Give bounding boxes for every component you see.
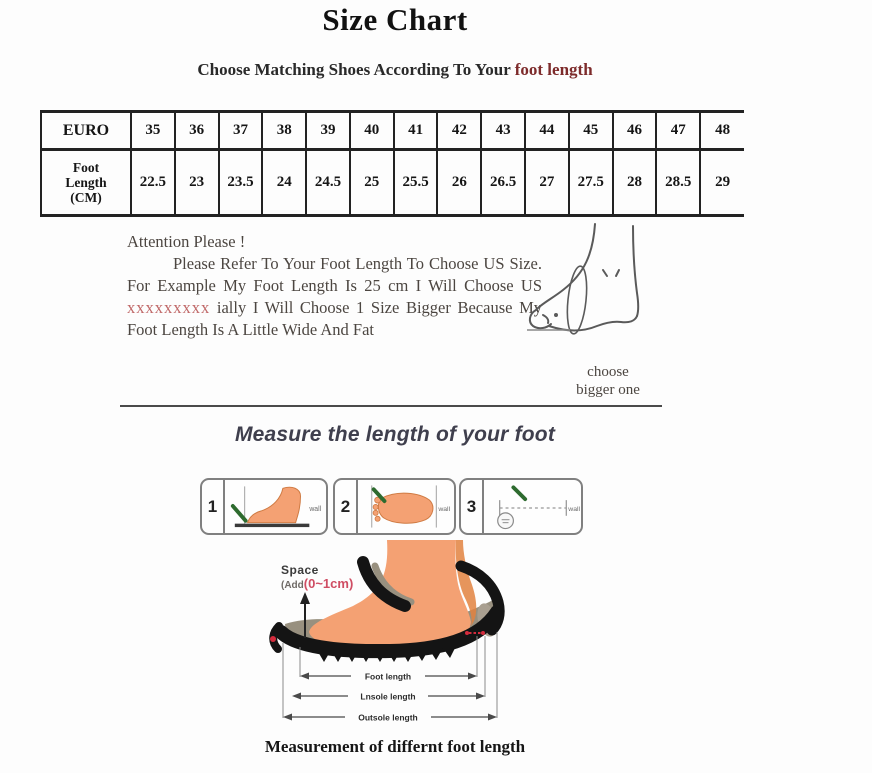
foot-length-cell: 27 <box>525 150 569 216</box>
space-value-text: (0~1cm) <box>303 576 354 591</box>
foot-length-cell: 23 <box>175 150 219 216</box>
foot-length-cell: 28 <box>613 150 657 216</box>
section-divider <box>120 405 662 407</box>
toe <box>373 510 378 515</box>
euro-size-cell: 42 <box>437 112 481 150</box>
euro-size-cell: 45 <box>569 112 613 150</box>
wall-label: wall <box>568 505 581 513</box>
step-number: 3 <box>461 480 484 533</box>
foot-length-cell: 29 <box>700 150 744 216</box>
note-line: choose <box>587 364 629 380</box>
step-number: 2 <box>335 480 358 533</box>
attention-redacted-text: xxxxxxxxx <box>127 298 211 317</box>
step-3-illustration <box>484 480 581 533</box>
attention-text-start: Please Refer To Your Foot Length To Choose US Size. For Example My Foot Length Is 25 cm I Will Choose US <box>127 254 542 295</box>
foot-length-cell: 24.5 <box>306 150 350 216</box>
foot-sketch-illustration <box>525 218 670 363</box>
dim-arrowhead <box>488 714 497 721</box>
euro-size-cell: 46 <box>613 112 657 150</box>
heel-reference-dot <box>481 631 485 635</box>
ground-line <box>235 524 310 527</box>
table-row-euro <box>41 112 744 150</box>
foot-length-cell: 22.5 <box>131 150 175 216</box>
dim-arrowhead <box>283 714 292 721</box>
euro-size-cell: 36 <box>175 112 219 150</box>
subtitle-text: Choose Matching Shoes According To Your <box>197 60 511 79</box>
foot-length-cell: 26 <box>437 150 481 216</box>
measure-step-2 <box>333 478 456 535</box>
note-line: bigger one <box>576 382 640 398</box>
foot-length-cell: 24 <box>262 150 306 216</box>
toe <box>373 504 378 509</box>
shoe-measurement-illustration <box>265 540 535 732</box>
marker-pen-icon <box>513 487 525 499</box>
space-label-text: Space <box>281 563 319 577</box>
row-header-euro: EURO <box>41 112 131 150</box>
attention-paragraph <box>127 253 542 341</box>
foot-side-view <box>248 487 301 522</box>
dimension-label: Outsole length <box>358 712 418 723</box>
euro-size-cell: 48 <box>700 112 744 150</box>
size-table <box>40 110 744 217</box>
wall-label: wall <box>438 505 451 513</box>
step-2-illustration <box>358 480 454 533</box>
dim-arrowhead <box>468 673 477 680</box>
heel-reference-dot <box>465 631 469 635</box>
attention-text-end: ially I Will Choose 1 Size Bigger Because My Foot Length Is A Little Wide And Fat <box>127 298 542 339</box>
dim-arrowhead <box>300 673 309 680</box>
row-header-foot-length <box>41 150 131 216</box>
toe <box>375 516 380 521</box>
measure-section-heading: Measure the length of your foot <box>234 423 556 446</box>
dimension-label: Lnsole length <box>360 691 416 702</box>
euro-size-cell: 35 <box>131 112 175 150</box>
euro-size-cell: 43 <box>481 112 525 150</box>
coin-icon <box>498 513 514 529</box>
bottom-caption: Measurement of differnt foot length <box>264 737 526 756</box>
measure-step-3 <box>459 478 583 535</box>
foot-top-view <box>378 493 433 523</box>
attention-heading: Attention Please ! <box>127 232 246 251</box>
foot-length-cell: 27.5 <box>569 150 613 216</box>
measure-step-1 <box>200 478 328 535</box>
step-number: 1 <box>202 480 225 533</box>
dimension-label: Foot length <box>364 671 412 682</box>
toe-reference-dot <box>270 636 276 642</box>
marker-pen-icon <box>233 506 246 521</box>
row-header-line: (CM) <box>70 190 102 205</box>
dim-arrowhead <box>476 693 485 700</box>
dim-arrowhead <box>292 693 301 700</box>
choose-bigger-note <box>548 363 668 399</box>
row-header-line: Foot <box>72 160 100 175</box>
euro-size-cell: 39 <box>306 112 350 150</box>
table-row-foot-length <box>41 150 744 216</box>
space-add-text: (Add <box>281 580 304 591</box>
subtitle-accent-text: foot length <box>514 60 593 79</box>
euro-size-cell: 37 <box>219 112 263 150</box>
page-subtitle <box>0 60 790 80</box>
wall-label: wall <box>309 505 322 513</box>
euro-size-cell: 44 <box>525 112 569 150</box>
foot-length-cell: 25.5 <box>394 150 438 216</box>
foot-length-cell: 26.5 <box>481 150 525 216</box>
row-header-line: Length <box>65 175 107 190</box>
step-1-illustration <box>225 480 326 533</box>
euro-size-cell: 38 <box>262 112 306 150</box>
page-title: Size Chart <box>322 2 468 37</box>
euro-size-cell: 40 <box>350 112 394 150</box>
foot-length-cell: 28.5 <box>656 150 700 216</box>
foot-length-cell: 25 <box>350 150 394 216</box>
space-arrowhead <box>300 592 310 604</box>
euro-size-cell: 41 <box>394 112 438 150</box>
euro-size-cell: 47 <box>656 112 700 150</box>
foot-length-cell: 23.5 <box>219 150 263 216</box>
attention-note <box>127 231 542 341</box>
